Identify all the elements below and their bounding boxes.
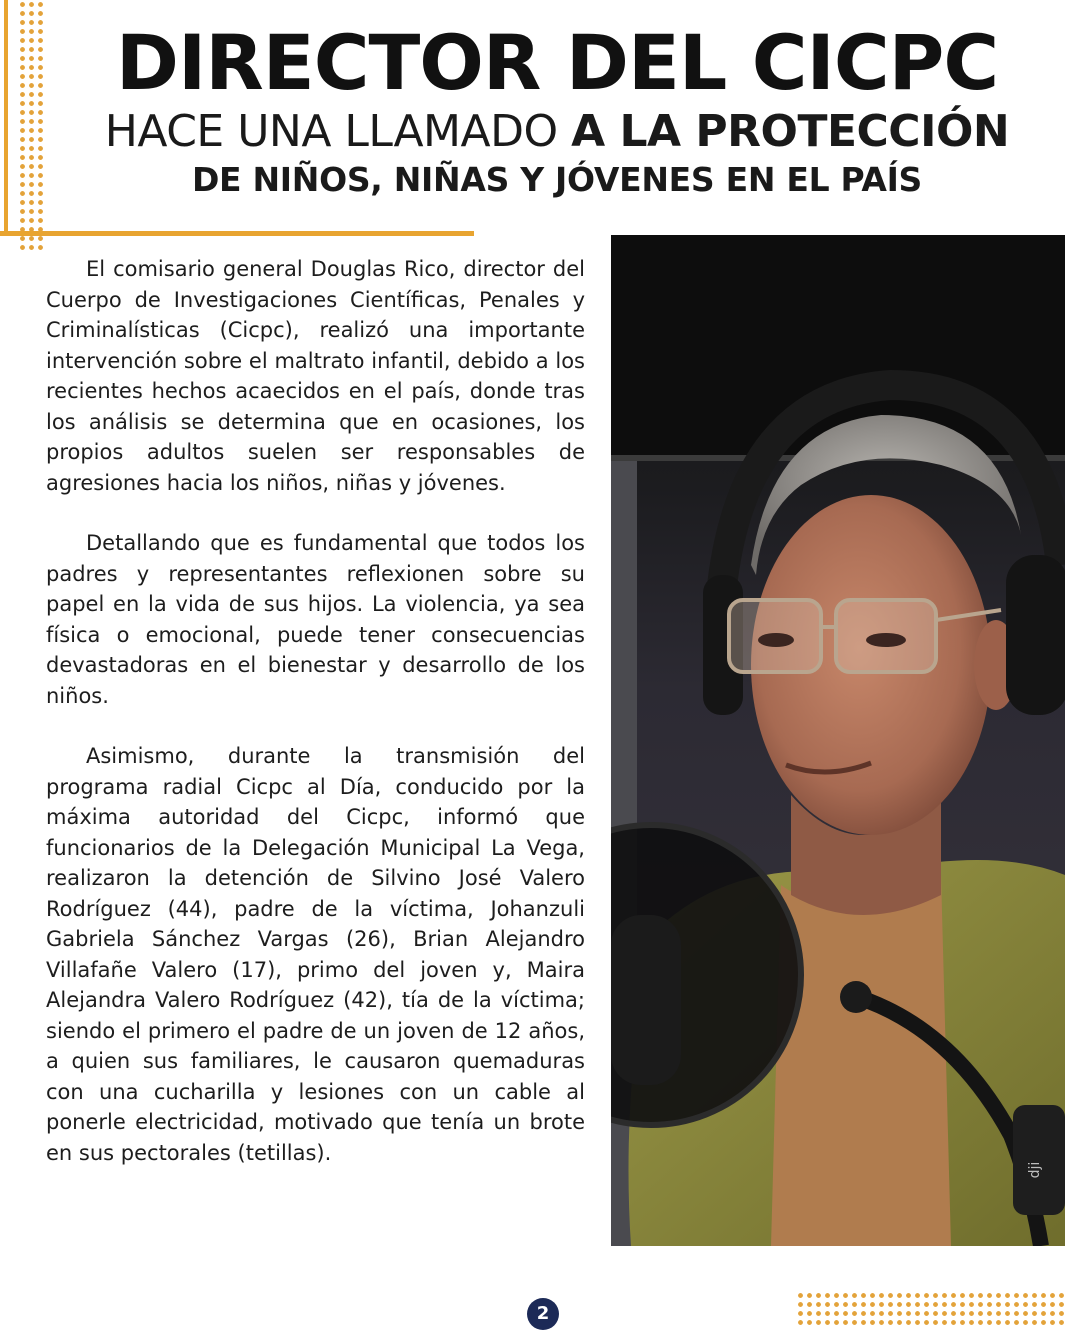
- mic-brand-label: dji: [1027, 1161, 1043, 1179]
- dot-pattern-left: [18, 0, 46, 250]
- headline: [52, 20, 1062, 202]
- article-paragraph-3: Asimismo, durante la transmisión del programa radial Cicpc al Día, conducido por la máxima autoridad del Cicpc, informó que funcionarios de la Delegación Municipal La Vega, realizaron la detención de Silvino José Valero Rodríguez (44), padre de la víctima, Johanzuli Gabriela Sánchez Vargas (26), Brian Alejandro Villafañe Valero (17), primo del joven y, Maira Alejandra Valero Rodríguez (42), tía de la víctima; siendo el primero el padre de un joven de 12 años, a quien sus familiares, le causaron quemaduras con una cucharilla y lesiones con un cable al ponerle electricidad, motivado que tenía un brote en sus pectorales (tetillas).: [46, 744, 585, 1165]
- director-photo: [611, 235, 1065, 1246]
- article-body: [46, 254, 585, 1198]
- headline-tagline: DE NIÑOS, NIÑAS Y JÓVENES EN EL PAÍS: [191, 160, 923, 199]
- accent-rule-vertical: [4, 0, 8, 236]
- headline-subtitle: [52, 106, 1062, 158]
- headline-subtitle-bold: A LA PROTECCIÓN: [571, 106, 1010, 157]
- page-number-badge: 2: [527, 1298, 559, 1330]
- article-paragraph-2: Detallando que es fundamental que todos los padres y representantes reflexionen sobre su papel en la vida de sus hijos. La violencia, ya sea física o emocional, puede tener consecuencias devastadoras en el bienestar y desarrollo de los niños.: [46, 531, 585, 708]
- headline-subtitle-light: HACE UNA LLAMADO: [104, 106, 558, 157]
- article-paragraph-1: El comisario general Douglas Rico, director del Cuerpo de Investigaciones Científicas, Penales y Criminalísticas (Cicpc), realizó una importante intervención sobre el maltrato infantil, debido a los recientes hechos acaecidos en el país, donde tras los análisis se determina que en ocasiones, los propios adultos suelen ser responsables de agresiones hacia los niños, niñas y jóvenes.: [46, 257, 585, 495]
- headline-title: DIRECTOR DEL CICPC: [115, 18, 999, 107]
- accent-rule-horizontal: [0, 231, 474, 236]
- dot-pattern-bottom: [796, 1291, 1066, 1329]
